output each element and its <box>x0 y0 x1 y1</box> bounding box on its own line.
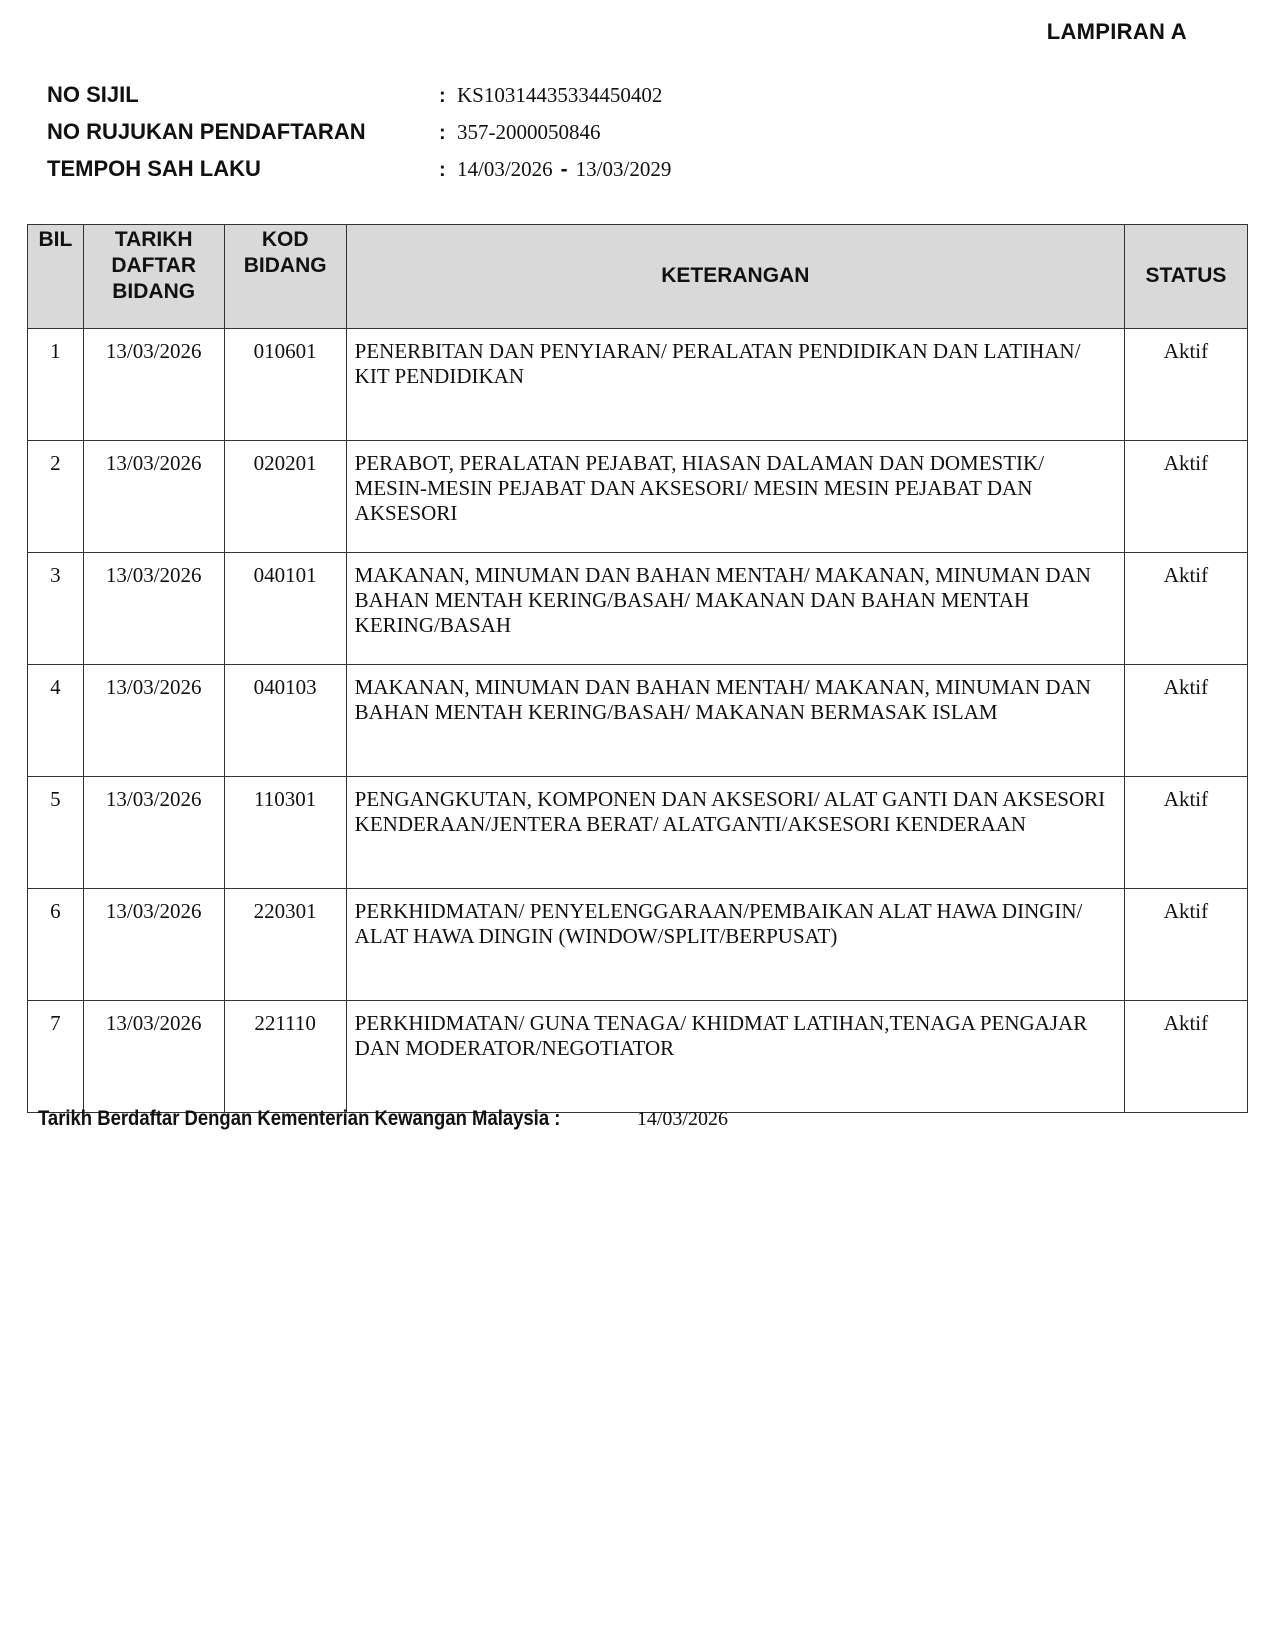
no-sijil-value: KS10314435334450402 <box>457 83 663 107</box>
cell-bil: 2 <box>28 441 84 553</box>
cell-bil: 1 <box>28 329 84 441</box>
no-sijil-row <box>47 82 947 119</box>
cell-keterangan: MAKANAN, MINUMAN DAN BAHAN MENTAH/ MAKANAN, MINUMAN DAN BAHAN MENTAH KERING/BASAH/ MAKANAN DAN BAHAN MENTAH KERING/BASAH <box>346 553 1124 665</box>
registration-date-line <box>38 1106 728 1131</box>
cell-bil: 4 <box>28 665 84 777</box>
rujukan-row <box>47 119 947 156</box>
cell-kod: 110301 <box>224 777 346 889</box>
cell-tarikh: 13/03/2026 <box>83 329 224 441</box>
table-header-row <box>28 225 1248 329</box>
tempoh-value <box>457 157 671 182</box>
cell-status: Aktif <box>1124 777 1247 889</box>
cell-tarikh: 13/03/2026 <box>83 1001 224 1113</box>
header-kod-bidang: KOD BIDANG <box>224 225 346 329</box>
cell-status: Aktif <box>1124 553 1247 665</box>
cell-status: Aktif <box>1124 1001 1247 1113</box>
cell-kod: 010601 <box>224 329 346 441</box>
cell-status: Aktif <box>1124 665 1247 777</box>
cell-status: Aktif <box>1124 441 1247 553</box>
cell-keterangan: PERKHIDMATAN/ GUNA TENAGA/ KHIDMAT LATIHAN,TENAGA PENGAJAR DAN MODERATOR/NEGOTIATOR <box>346 1001 1124 1113</box>
colon: : <box>439 159 446 181</box>
registration-date-value: 14/03/2026 <box>636 1108 728 1130</box>
cell-keterangan: PENGANGKUTAN, KOMPONEN DAN AKSESORI/ ALAT GANTI DAN AKSESORI KENDERAAN/JENTERA BERAT/ ALATGANTI/AKSESORI KENDERAAN <box>346 777 1124 889</box>
cell-keterangan: PENERBITAN DAN PENYIARAN/ PERALATAN PENDIDIKAN DAN LATIHAN/ KIT PENDIDIKAN <box>346 329 1124 441</box>
table-row <box>28 441 1248 553</box>
cell-tarikh: 13/03/2026 <box>83 441 224 553</box>
table-row <box>28 1001 1248 1113</box>
certificate-info <box>47 82 947 193</box>
tempoh-start: 14/03/2026 <box>457 157 553 181</box>
colon: : <box>439 85 446 107</box>
colon: : <box>439 122 446 144</box>
cell-kod: 220301 <box>224 889 346 1001</box>
cell-status: Aktif <box>1124 889 1247 1001</box>
cell-bil: 6 <box>28 889 84 1001</box>
cell-tarikh: 13/03/2026 <box>83 777 224 889</box>
cell-kod: 221110 <box>224 1001 346 1113</box>
table-row <box>28 777 1248 889</box>
cell-tarikh: 13/03/2026 <box>83 889 224 1001</box>
cell-kod: 020201 <box>224 441 346 553</box>
cell-bil: 7 <box>28 1001 84 1113</box>
table-row <box>28 329 1248 441</box>
cell-kod: 040101 <box>224 553 346 665</box>
table-row <box>28 665 1248 777</box>
cell-keterangan: PERABOT, PERALATAN PEJABAT, HIASAN DALAMAN DAN DOMESTIK/ MESIN-MESIN PEJABAT DAN AKSESORI/ MESIN MESIN PEJABAT DAN AKSESORI <box>346 441 1124 553</box>
tempoh-row <box>47 156 947 193</box>
header-status: STATUS <box>1124 225 1247 329</box>
header-tarikh-daftar-bidang: TARIKH DAFTAR BIDANG <box>83 225 224 329</box>
tempoh-label: TEMPOH SAH LAKU <box>47 156 261 181</box>
bidang-table <box>27 224 1248 1113</box>
header-keterangan: KETERANGAN <box>346 225 1124 329</box>
cell-tarikh: 13/03/2026 <box>83 553 224 665</box>
cell-bil: 3 <box>28 553 84 665</box>
cell-tarikh: 13/03/2026 <box>83 665 224 777</box>
table-row <box>28 889 1248 1001</box>
cell-bil: 5 <box>28 777 84 889</box>
cell-kod: 040103 <box>224 665 346 777</box>
cell-status: Aktif <box>1124 329 1247 441</box>
rujukan-value: 357-2000050846 <box>457 120 601 144</box>
cell-keterangan: PERKHIDMATAN/ PENYELENGGARAAN/PEMBAIKAN ALAT HAWA DINGIN/ ALAT HAWA DINGIN (WINDOW/SPLIT/BERPUSAT) <box>346 889 1124 1001</box>
rujukan-label: NO RUJUKAN PENDAFTARAN <box>47 119 366 144</box>
header-bil: BIL <box>28 225 84 329</box>
registration-date-label: Tarikh Berdaftar Dengan Kementerian Kewangan Malaysia : <box>38 1107 561 1130</box>
document-heading: LAMPIRAN A <box>1046 19 1187 44</box>
date-range-dash: - <box>560 158 568 181</box>
table-row <box>28 553 1248 665</box>
no-sijil-label: NO SIJIL <box>47 82 139 107</box>
tempoh-end: 13/03/2029 <box>575 157 672 181</box>
cell-keterangan: MAKANAN, MINUMAN DAN BAHAN MENTAH/ MAKANAN, MINUMAN DAN BAHAN MENTAH KERING/BASAH/ MAKANAN BERMASAK ISLAM <box>346 665 1124 777</box>
